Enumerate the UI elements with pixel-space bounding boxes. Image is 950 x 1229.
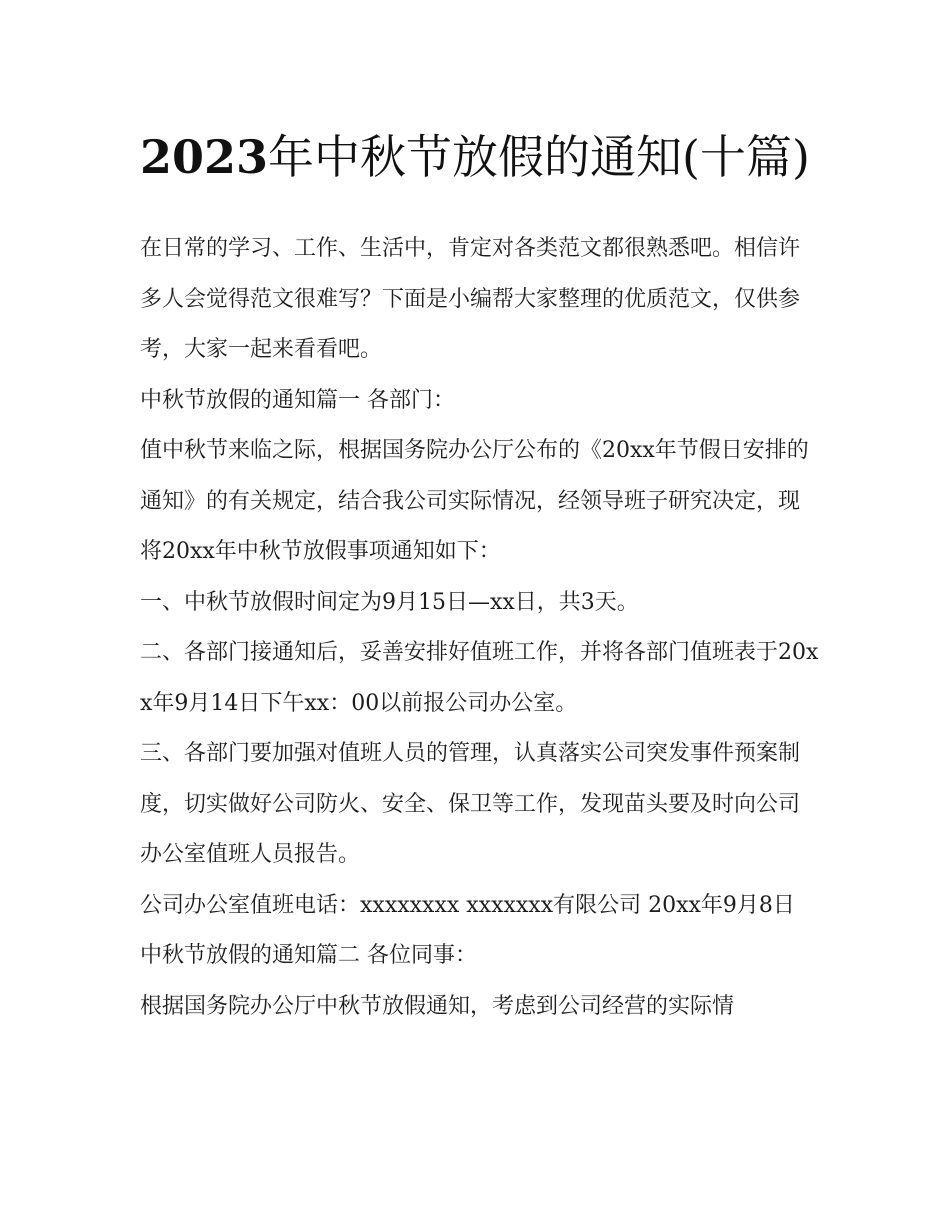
paragraph-contact: 公司办公室值班电话：xxxxxxxx xxxxxxx有限公司 20xx年9月8日 中秋节放假的通知篇二 各位同事： — [140, 892, 795, 968]
paragraph-item-three: 三、各部门要加强对值班人员的管理，认真落实公司突发事件预案制度，切实做好公司防火、安全、保卫等工作，发现苗头要及时向公司办公室值班人员报告。 — [140, 741, 801, 867]
paragraph-intro: 在日常的学习、工作、生活中，肯定对各类范文都很熟悉吧。相信许多人会觉得范文很难写？下面是小编帮大家整理的优质范文，仅供参考，大家一起来看看吧。 — [140, 236, 801, 362]
paragraph-item-two: 二、各部门接通知后，妥善安排好值班工作，并将各部门值班表于20xx年9月14日下午xx：00以前报公司办公室。 — [140, 640, 819, 716]
document-title — [140, 118, 820, 196]
title-year: 2023 — [140, 130, 269, 184]
paragraph-item-one: 一、中秋节放假时间定为9月15日—xx日，共3天。 — [140, 589, 639, 615]
paragraph-section-two-body: 根据国务院办公厅中秋节放假通知，考虑到公司经营的实际情 — [140, 993, 735, 1019]
title-text: 年中秋节放假的通知(十篇) — [268, 130, 810, 184]
paragraph-notice-body: 值中秋节来临之际，根据国务院办公厅公布的《20xx年节假日安排的通知》的有关规定，结合我公司实际情况，经领导班子研究决定，现将20xx年中秋节放假事项通知如下： — [140, 438, 809, 564]
document-body — [140, 224, 820, 1032]
document-page — [140, 118, 820, 1032]
paragraph-section-one-heading: 中秋节放假的通知篇一 各部门： — [140, 387, 455, 413]
